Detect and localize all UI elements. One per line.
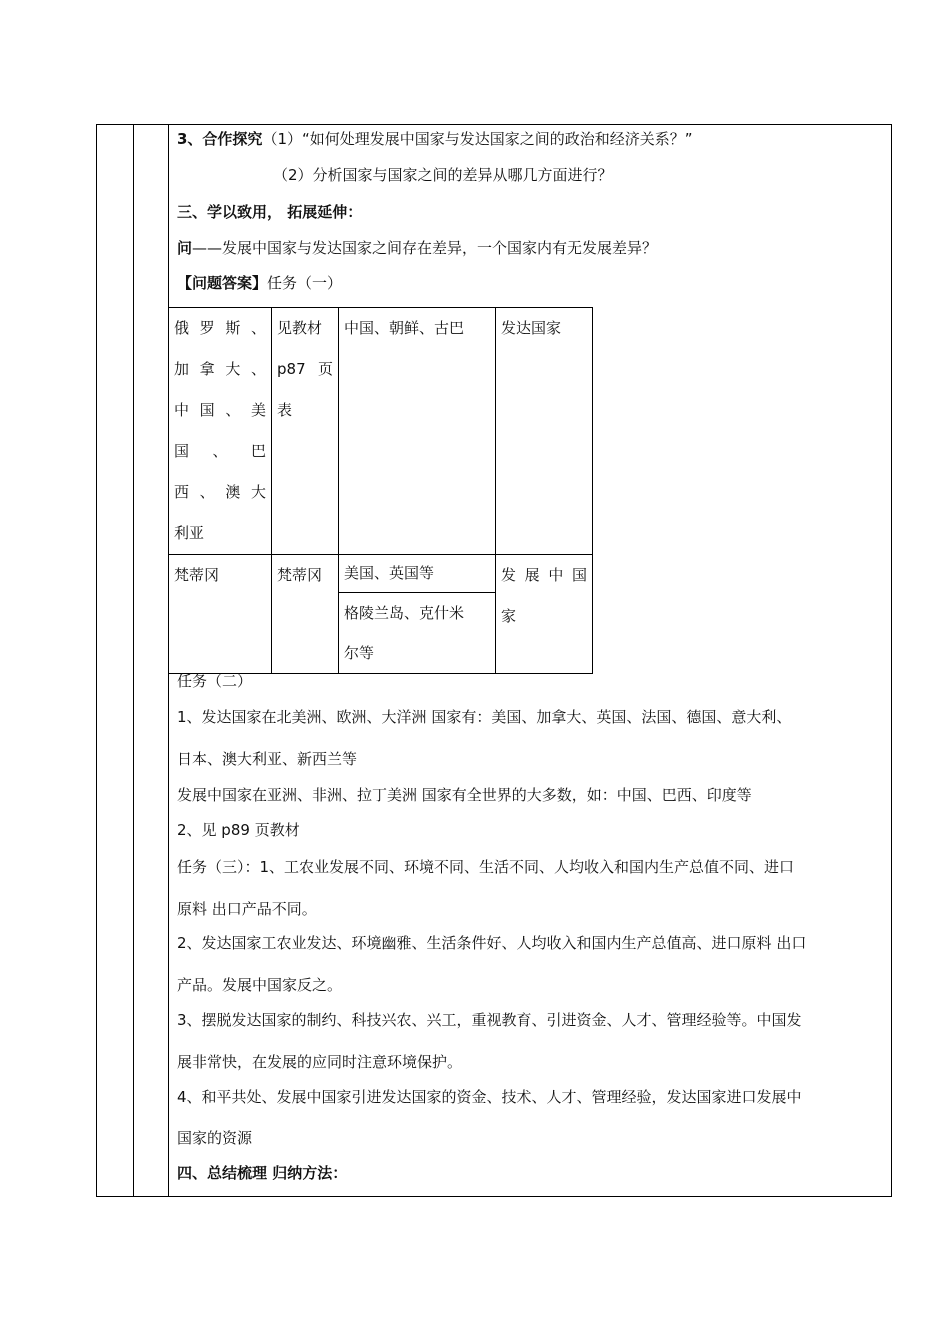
task2-line-4: 2、见 p89 页教材 [177,821,300,839]
task3-line-1: 任务（三）：1、工农业发展不同、环境不同、生活不同、人均收入和国内生产总值不同、进口 [177,858,795,876]
cell-line: 国 、 巴 [174,442,266,460]
content-cell [173,125,891,1196]
answer-cell-textbook [272,308,339,555]
task1-title: 任务（一） [267,274,343,292]
cell-line: 格陵兰岛、克什米 [344,604,465,622]
section-apply-heading: 三、学以致用， 拓展延伸： [177,203,363,221]
answer-cell-us-uk: 美国、英国等 [339,555,496,593]
section3-heading: 3、合作探究 [177,130,263,148]
cell-line: 家 [501,607,517,625]
task2-title: 任务（二） [177,672,253,690]
cell-line: 西 、 澳 大 [174,483,266,501]
section3-q2: （2）分析国家与国家之间的差异从哪几方面进行？ [273,166,613,184]
cell-line: 俄 罗 斯 、 [174,319,266,337]
cell-line: 发 展 中 国 [501,566,587,584]
task2-line-1: 1、发达国家在北美洲、欧洲、大洋洲 国家有：美国、加拿大、英国、法国、德国、意大利、 [177,708,792,726]
task3-line-8: 国家的资源 [177,1129,253,1147]
question-text: ——发展中国家与发达国家之间存在差异，一个国家内有无发展差异？ [192,239,658,257]
cell-line: p87 页 [277,360,333,378]
answer-cell-developing [496,555,593,674]
task3-line-7: 4、和平共处、发展中国家引进发达国家的资金、技术、人才、管理经验，发达国家进口发展中 [177,1088,802,1106]
task3-line-3: 2、发达国家工农业发达、环境幽雅、生活条件好、人均收入和国内生产总值高、进口原料 出口 [177,934,807,952]
answer-cell-vatican-1: 梵蒂冈 [169,555,272,674]
answers-heading: 【问题答案】 [177,274,268,292]
column-divider-1 [133,125,134,1196]
section4-heading: 四、总结梳理 归纳方法： [177,1164,348,1182]
cell-line: 尔等 [344,644,375,662]
task3-line-4: 产品。发展中国家反之。 [177,976,343,994]
section3-q1: （1）“如何处理发展中国家与发达国家之间的政治和经济关系？” [262,130,693,148]
answer-cell-greenland [339,593,496,674]
answer-table [168,307,593,674]
task3-line-5: 3、摆脱发达国家的制约、科技兴农、兴工，重视教育、引进资金、人才、管理经验等。中国发 [177,1011,802,1029]
cell-line: 利亚 [174,524,205,542]
answer-cell-socialist: 中国、朝鲜、古巴 [339,308,496,555]
answer-cell-countries [169,308,272,555]
answer-cell-developed: 发达国家 [496,308,593,555]
cell-line: 见教材 [277,319,323,337]
question-line [177,238,657,258]
cell-line: 加 拿 大 、 [174,360,266,378]
task2-line-2: 日本、澳大利亚、新西兰等 [177,750,358,768]
task2-line-3: 发展中国家在亚洲、非洲、拉丁美洲 国家有全世界的大多数，如：中国、巴西、印度等 [177,786,752,804]
answers-line [177,273,342,293]
answer-cell-vatican-2: 梵蒂冈 [272,555,339,674]
section3-line [177,129,693,149]
task3-line-6: 展非常快，在发展的应同时注意环境保护。 [177,1053,463,1071]
cell-line: 表 [277,401,293,419]
task3-line-2: 原料 出口产品不同。 [177,900,317,918]
lesson-table [96,124,892,1197]
cell-line: 中 国 、 美 [174,401,266,419]
question-prefix: 问 [177,239,193,257]
